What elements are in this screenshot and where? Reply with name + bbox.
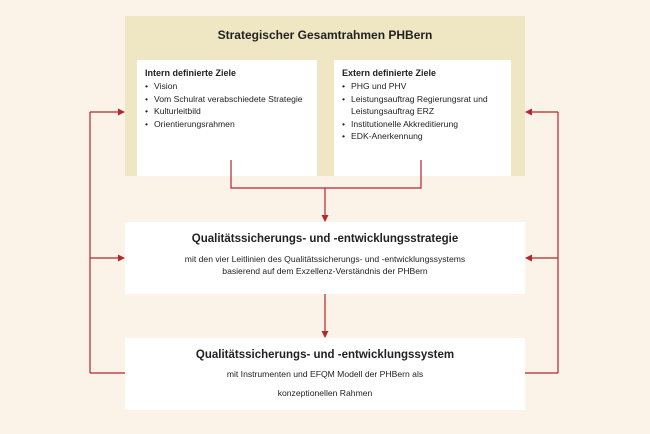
list-item: • Leistungsauftrag Regierungsrat und Leistungsauftrag ERZ — [342, 93, 503, 118]
list-item: • PHG und PHV — [342, 80, 503, 93]
strategy-desc-line: basierend auf dem Exzellenz-Verständnis der PHBern — [222, 266, 428, 276]
list-item: • EDK-Anerkennung — [342, 130, 503, 143]
list-item: • Orientierungsrahmen — [145, 118, 309, 131]
system-title: Qualitätssicherungs- und -entwicklungssystem — [195, 349, 455, 361]
system-desc-line: mit Instrumenten und EFQM Modell der PHBern als — [226, 369, 424, 379]
system-desc-line: konzeptionellen Rahmen — [277, 388, 373, 398]
list-item: • Institutionelle Akkreditierung — [342, 118, 503, 131]
strategy-desc-line: mit den vier Leitlinien des Qualitätssicherungs- und -entwicklungssystems — [184, 254, 466, 264]
external-merge-line — [325, 160, 421, 188]
strategy-title: Qualitätssicherungs- und -entwicklungsstrategie — [191, 233, 459, 245]
internal-goals-title: Intern definierte Ziele — [145, 68, 237, 78]
list-item: • Vision — [145, 80, 309, 93]
internal-merge-line — [231, 160, 325, 188]
list-item: • Vom Schulrat verabschiedete Strategie — [145, 93, 309, 106]
frame-title: Strategischer Gesamtrahmen PHBern — [217, 28, 433, 42]
external-goals-title: Extern definierte Ziele — [342, 68, 437, 78]
list-item: • Kulturleitbild — [145, 105, 309, 118]
